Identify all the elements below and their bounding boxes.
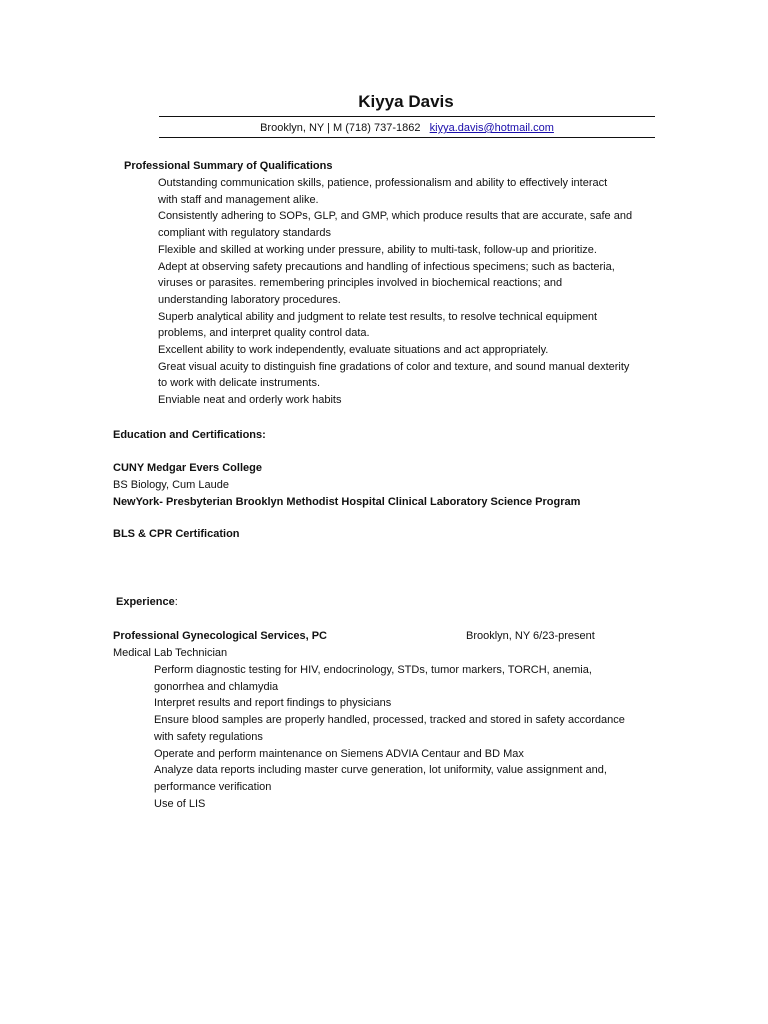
duty-line: Perform diagnostic testing for HIV, endocrinology, STDs, tumor markers, TORCH, anemia,: [154, 664, 592, 676]
summary-line: understanding laboratory procedures.: [158, 293, 341, 306]
contact-line: [159, 120, 655, 137]
duty-line: Use of LIS: [154, 797, 206, 810]
summary-list: [158, 175, 632, 409]
candidate-name: Kiyya Davis: [358, 92, 454, 111]
clinical-program: NewYork- Presbyterian Brooklyn Methodist Hospital Clinical Laboratory Science Program: [113, 496, 581, 508]
duty-line: Operate and perform maintenance on Siemens ADVIA Centaur and BD Max: [154, 747, 524, 760]
summary-line: problems, and interpret quality control data.: [158, 327, 370, 340]
duty-line: Interpret results and report findings to physicians: [154, 697, 392, 710]
employer-name: Professional Gynecological Services, PC: [113, 630, 327, 642]
school-name: CUNY Medgar Evers College: [113, 462, 262, 474]
summary-line: Consistently adhering to SOPs, GLP, and GMP, which produce results that are accurate, safe and: [158, 210, 633, 223]
summary-line: Great visual acuity to distinguish fine gradations of color and texture, and sound manual dexterity: [158, 360, 630, 373]
summary-line: to work with delicate instruments.: [158, 377, 321, 390]
email-link[interactable]: kiyya.davis@hotmail.com: [429, 122, 554, 134]
duty-line: gonorrhea and chlamydia: [154, 680, 279, 693]
header-bottom-rule: [159, 137, 655, 138]
duty-line: Analyze data reports including master curve generation, lot uniformity, value assignment and,: [154, 764, 607, 777]
summary-line: Enviable neat and orderly work habits: [158, 394, 342, 407]
experience-duties-list: [154, 662, 625, 812]
summary-heading: Professional Summary of Qualifications: [124, 160, 333, 172]
degree: BS Biology, Cum Laude: [113, 479, 229, 491]
summary-line: Flexible and skilled at working under pressure, ability to multi-task, follow-up and prioritize.: [158, 243, 597, 256]
experience-heading-colon: :: [174, 596, 178, 608]
experience-heading-text: Experience: [116, 596, 175, 608]
duty-line: with safety regulations: [154, 730, 263, 743]
summary-line: Excellent ability to work independently, evaluate situations and act appropriately.: [158, 344, 549, 357]
summary-line: Adept at observing safety precautions and handling of infectious specimens; such as bacteria,: [158, 260, 615, 273]
experience-heading: [116, 594, 178, 611]
summary-line: with staff and management alike.: [158, 193, 319, 206]
header-top-rule: [159, 116, 655, 117]
job-title: Medical Lab Technician: [113, 647, 228, 659]
summary-line: viruses or parasites. remembering principles involved in biochemical reactions; and: [158, 277, 563, 290]
summary-line: Outstanding communication skills, patience, professionalism and ability to effectively interact: [158, 177, 608, 189]
education-heading: Education and Certifications:: [113, 429, 266, 441]
summary-line: Superb analytical ability and judgment to relate test results, to resolve technical equipment: [158, 310, 598, 323]
contact-location-phone: Brooklyn, NY | M (718) 737-1862: [260, 122, 421, 134]
certification: BLS & CPR Certification: [113, 528, 240, 540]
duty-line: Ensure blood samples are properly handled, processed, tracked and stored in safety accordance: [154, 714, 625, 727]
duty-line: performance verification: [154, 780, 272, 793]
summary-line: compliant with regulatory standards: [158, 227, 332, 240]
job-location-dates: Brooklyn, NY 6/23-present: [466, 630, 595, 642]
